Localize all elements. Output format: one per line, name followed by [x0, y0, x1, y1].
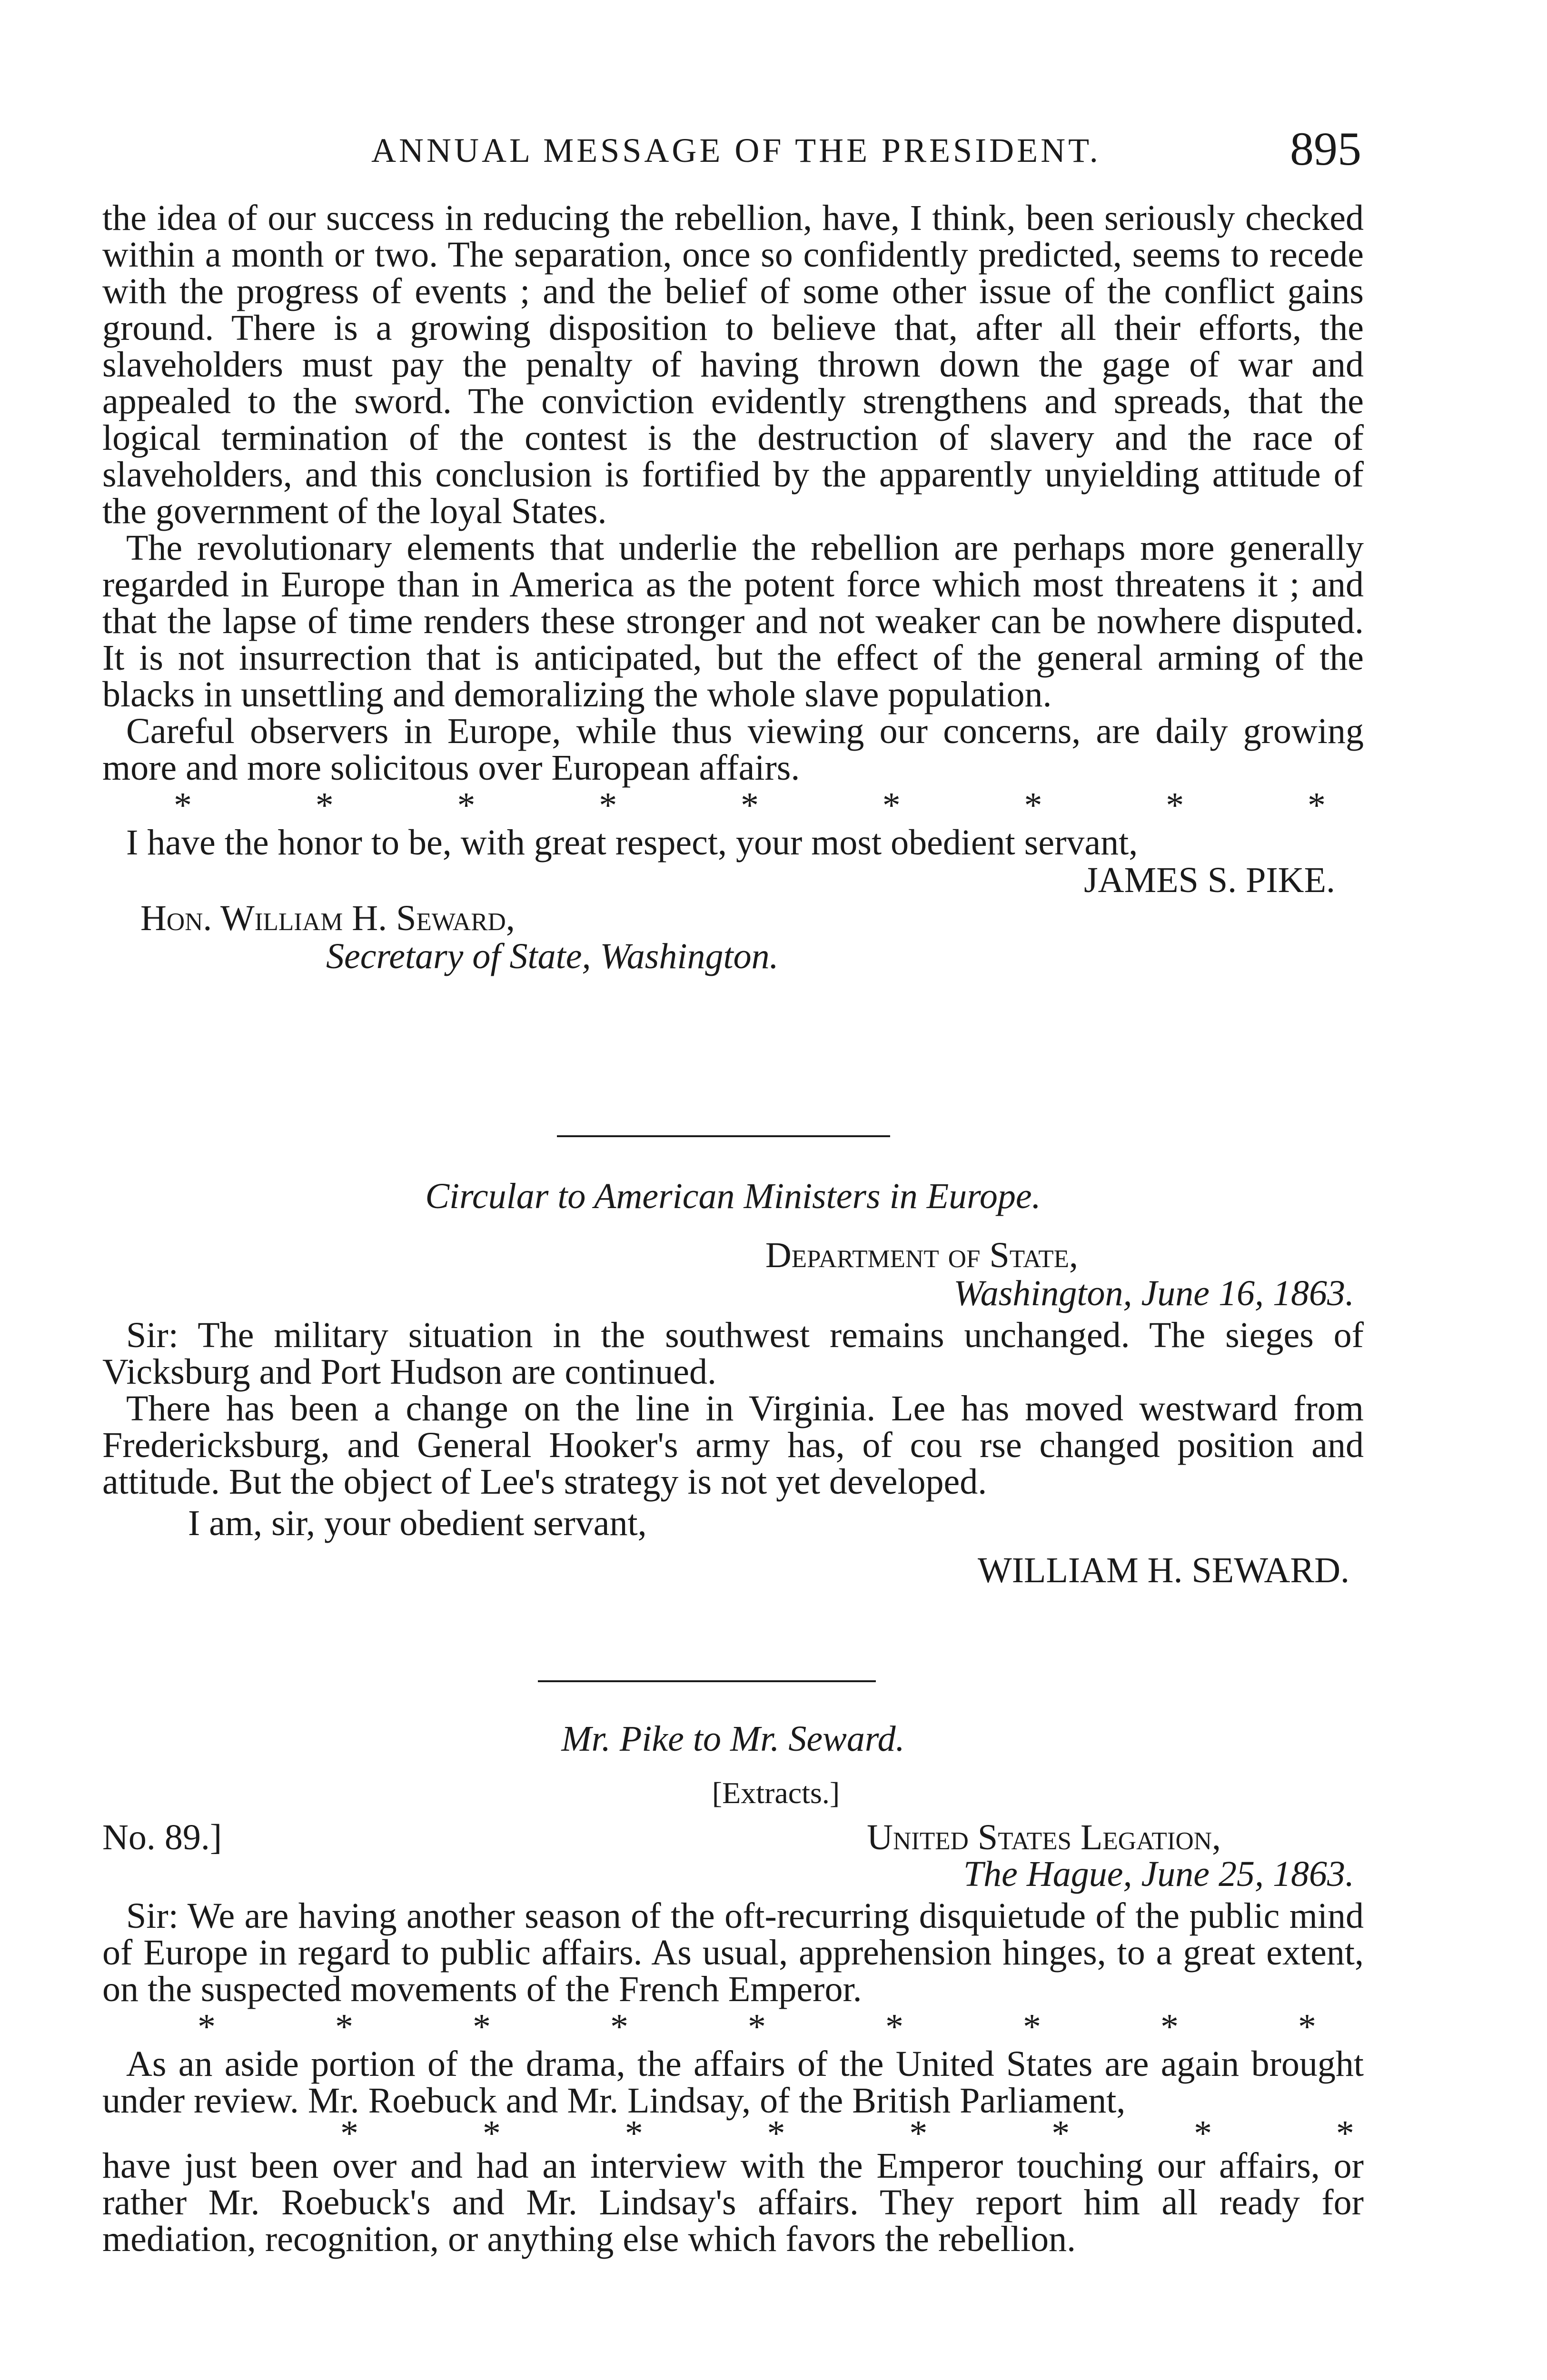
- running-title: ANNUAL MESSAGE OF THE PRESIDENT.: [371, 131, 1101, 169]
- paragraph: Sir: The military situation in the southwest remains unchanged. The sieges of Vicksburg and Port Hudson are continued.: [102, 1315, 1364, 1392]
- section-divider: [557, 1135, 890, 1137]
- paragraph: The revolutionary elements that underlie the rebellion are perhaps more generally regarded in Europe than in America as the potent force which most threatens it ; and that the lapse of time renders these stronger and not weaker can be nowhere disputed. It is not insurrection that is anticipated, but the effect of the general arming of the blacks in unsettling and demoralizing the whole slave population.: [102, 528, 1364, 714]
- paragraph: There has been a change on the line in Virginia. Lee has moved westward from Fredericksburg, and General Hooker's army has, of cou rse changed position and attitude. But the object of Lee's strategy is not yet developed.: [102, 1388, 1364, 1502]
- section-divider: [538, 1680, 876, 1682]
- paragraph: have just been over and had an interview with the Emperor touching our affairs, or rather Mr. Roebuck's and Mr. Lindsay's affairs. They report him all ready for mediation, recognition, or anything else which favors the rebellion.: [102, 2146, 1364, 2259]
- dateline-row: [102, 1817, 1364, 1855]
- closing-line: I have the honor to be, with great respect, your most obedient servant,: [126, 823, 1138, 863]
- pike-letter: [102, 1718, 1364, 2258]
- section-title: Mr. Pike to Mr. Seward.: [561, 1719, 905, 1759]
- section-subtitle: [Extracts.]: [712, 1776, 840, 1810]
- letter-number: No. 89.]: [102, 1817, 222, 1857]
- paragraph: the idea of our success in reducing the rebellion, have, I think, been seriously checked within a month or two. The separation, once so confidently predicted, seems to recede with the progress of events ; and the belief of some other issue of the conflict gains ground. There is a growing disposition to believe that, after all their efforts, the slaveholders must pay the penalty of having thrown down the gage of war and appealed to the sword. The conviction evidently strengthens and spreads, that the logical termination of the contest is the destruction of slavery and the race of slaveholders, and this conclusion is fortified by the apparently unyielding attitude of the government of the loyal States.: [102, 198, 1364, 531]
- dateline-office: United States Legation,: [867, 1817, 1221, 1857]
- letter-continuation: [102, 200, 1364, 975]
- ellipsis-stars: * * * * * * * *: [340, 2113, 1354, 2153]
- paragraph: As an aside portion of the drama, the affairs of the United States are again brought under review. Mr. Roebuck and Mr. Lindsay, of the British Parliament,: [102, 2044, 1364, 2121]
- ellipsis-stars: * * * * * * * * *: [198, 2007, 1316, 2047]
- page-number: 895: [1290, 122, 1361, 175]
- circular-letter: [102, 1176, 1364, 1589]
- addressee-title: Secretary of State, Washington.: [326, 936, 779, 976]
- dateline-date: Washington, June 16, 1863.: [953, 1273, 1354, 1313]
- dateline-office: Department of State,: [765, 1235, 1078, 1275]
- closing-line: I am, sir, your obedient servant,: [188, 1503, 647, 1543]
- page-header: [105, 121, 1361, 183]
- addressee-name: Hon. William H. Seward,: [140, 898, 515, 938]
- paragraph: Sir: We are having another season of the oft-recurring disquietude of the public mind of Europe in regard to public affairs. As usual, apprehension hinges, to a great extent, on the suspected movements of the French Emperor.: [102, 1896, 1364, 2009]
- ellipsis-stars: * * * * * * * * *: [174, 785, 1326, 825]
- signature: JAMES S. PIKE.: [1084, 860, 1335, 900]
- signature: WILLIAM H. SEWARD.: [977, 1550, 1349, 1590]
- dateline-date: The Hague, June 25, 1863.: [963, 1854, 1354, 1894]
- paragraph: Careful observers in Europe, while thus viewing our concerns, are daily growing more and more solicitous over European affairs.: [102, 711, 1364, 788]
- section-title: Circular to American Ministers in Europe.: [425, 1176, 1041, 1216]
